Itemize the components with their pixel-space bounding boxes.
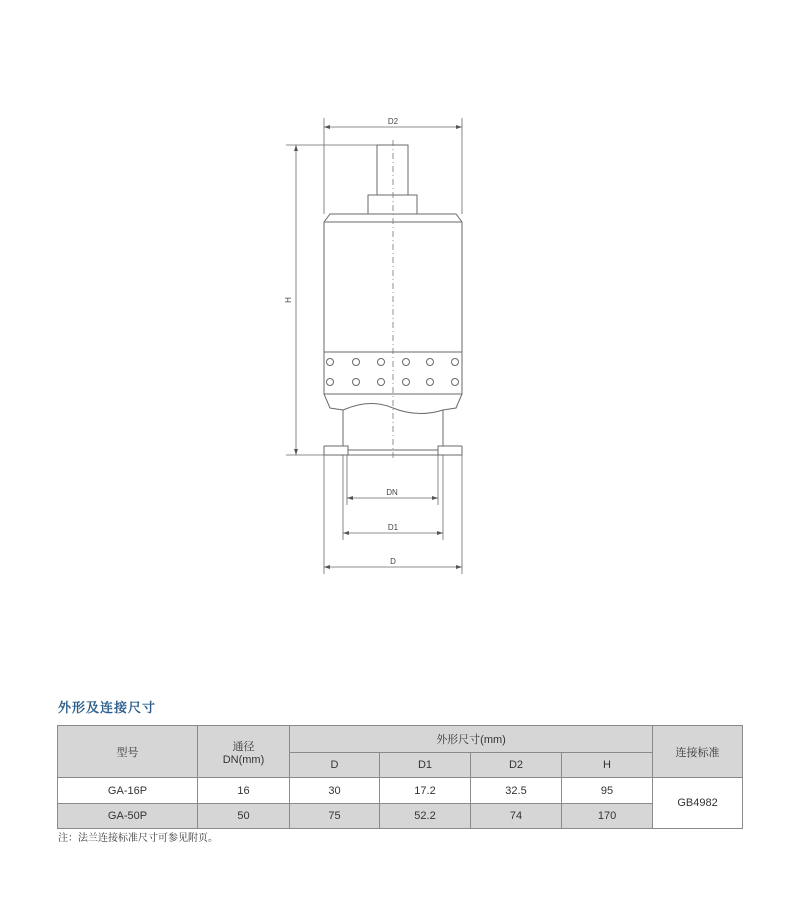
cell-d2: 32.5	[471, 778, 562, 804]
label-d: D	[390, 557, 396, 566]
label-dn: DN	[386, 488, 398, 497]
header-col-d: D	[290, 753, 380, 778]
valve-neck	[368, 195, 417, 214]
cell-model: GA-16P	[58, 778, 198, 804]
cell-d1: 52.2	[380, 804, 471, 829]
cell-dn: 50	[198, 804, 290, 829]
header-col-h: H	[562, 753, 653, 778]
cell-d: 75	[290, 804, 380, 829]
header-bore	[198, 726, 290, 778]
cell-model: GA-50P	[58, 804, 198, 829]
label-d1: D1	[387, 523, 399, 532]
cell-standard: GB4982	[653, 778, 743, 829]
cell-d: 30	[290, 778, 380, 804]
cell-d2: 74	[471, 804, 562, 829]
header-col-d1: D1	[380, 753, 471, 778]
header-bore-line1: 通径	[232, 740, 255, 753]
cell-h: 170	[562, 804, 653, 829]
table-row	[58, 778, 743, 804]
header-standard: 连接标准	[653, 726, 743, 778]
header-dims-group: 外形尺寸(mm)	[290, 726, 653, 753]
header-model: 型号	[58, 726, 198, 778]
footnote: 注：法兰连接标准尺寸可参见附页。	[58, 833, 218, 844]
section-title: 外形及连接尺寸	[58, 701, 157, 716]
spec-table	[57, 725, 743, 829]
cell-h: 95	[562, 778, 653, 804]
valve-stem	[377, 145, 408, 195]
label-h: H	[284, 297, 293, 303]
header-bore-line2: DN(mm)	[222, 753, 265, 766]
label-d2: D2	[387, 117, 399, 126]
header-col-d2: D2	[471, 753, 562, 778]
table-row	[58, 804, 743, 829]
cell-dn: 16	[198, 778, 290, 804]
cell-d1: 17.2	[380, 778, 471, 804]
